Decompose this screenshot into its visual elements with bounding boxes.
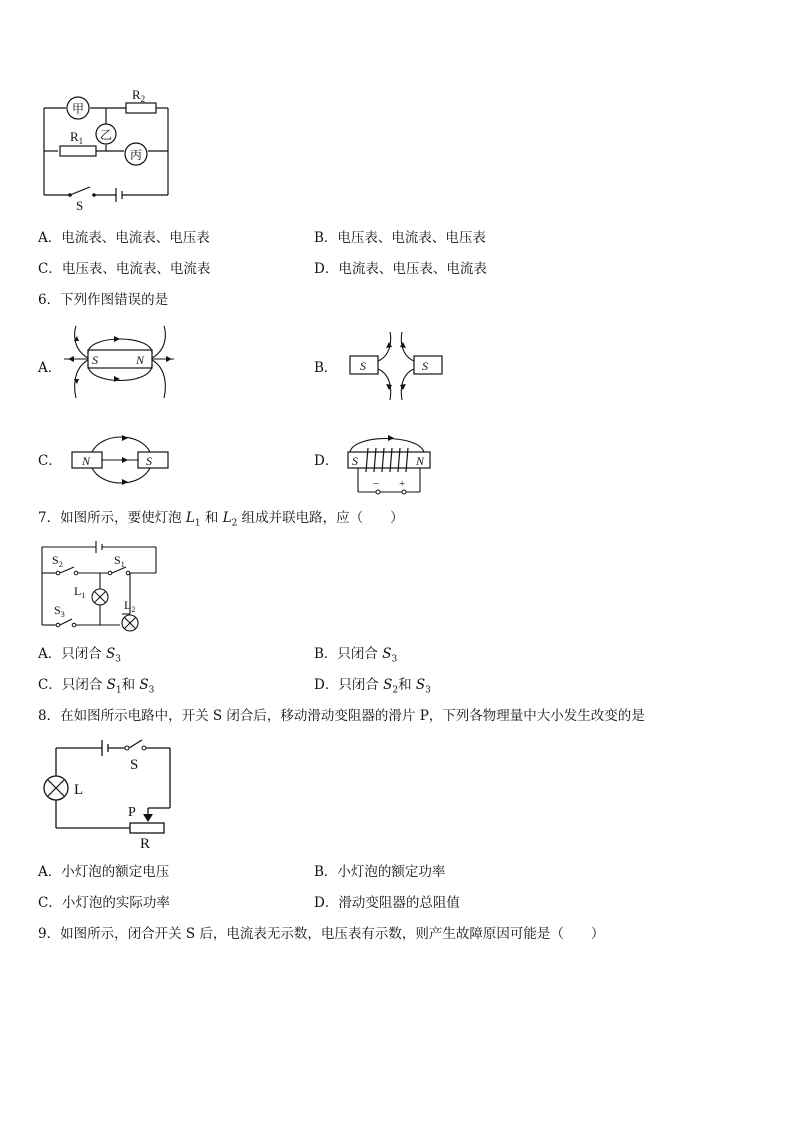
r2-label: $R_2$: [132, 87, 146, 104]
pole-s-right-label: S: [422, 359, 428, 373]
terminal-plus: +: [399, 478, 406, 490]
lamp-label: L: [74, 782, 84, 798]
q6-figure-d-solenoid: [344, 432, 434, 498]
q5-circuit-diagram: [38, 88, 178, 213]
q5-option-c[interactable]: C．电压表、电流表、电流表: [38, 261, 211, 277]
pole-n-label: N: [82, 454, 91, 468]
s2-label: $S_2$: [52, 553, 63, 569]
q7-option-b[interactable]: B．只闭合 $S_3$: [314, 646, 398, 665]
s1-label: $S_1$: [114, 553, 125, 569]
q6-option-a-label[interactable]: A．: [38, 360, 62, 376]
meter-bing-label: 丙: [129, 148, 143, 162]
q8-option-c[interactable]: C．小灯泡的实际功率: [38, 895, 170, 911]
q6-option-b-label[interactable]: B．: [314, 360, 338, 376]
slider-label: P: [128, 805, 136, 820]
q8-stem: 8．在如图所示电路中，开关 S 闭合后，移动滑动变阻器的滑片 P，下列各物理量中大小发生改变的是: [38, 708, 645, 724]
terminal-minus: −: [373, 478, 380, 490]
q8-option-d[interactable]: D．滑动变阻器的总阻值: [314, 895, 460, 911]
q5-option-b[interactable]: B．电压表、电流表、电压表: [314, 230, 486, 246]
pole-s-label: S: [146, 454, 152, 468]
q7-option-a[interactable]: A．只闭合 $S_3$: [38, 646, 122, 665]
s3-label: $S_3$: [54, 603, 65, 619]
q8-option-b[interactable]: B．小灯泡的额定功率: [314, 864, 446, 880]
pole-s-label: S: [352, 454, 358, 468]
pole-s-label: S: [92, 353, 98, 367]
l1-label: $L_1$: [74, 584, 86, 600]
switch-label: S: [76, 198, 84, 213]
q5-option-d[interactable]: D．电流表、电压表、电流表: [314, 261, 487, 277]
q7-option-c[interactable]: C．只闭合 $S_1$和 $S_3$: [38, 677, 155, 696]
q6-figure-b-magnets: [348, 332, 444, 402]
meter-yi-label: 乙: [99, 128, 113, 142]
pole-n-label: N: [416, 454, 425, 468]
q8-circuit-diagram: [38, 736, 178, 852]
q9-stem: 9．如图所示，闭合开关 S 后，电流表无示数，电压表有示数，则产生故障原因可能是（ ）: [38, 926, 605, 942]
q6-option-c-label[interactable]: C．: [38, 453, 62, 469]
q6-option-d-label[interactable]: D．: [314, 453, 339, 469]
q6-figure-a-magnet: [62, 324, 182, 402]
q7-stem: 7．如图所示，要使灯泡 $L_1$ 和 $L_2$ 组成并联电路，应（ ）: [38, 510, 404, 529]
r1-label: $R_1$: [70, 129, 84, 146]
q6-figure-c-magnets: [68, 432, 176, 486]
q7-circuit-diagram: [38, 537, 160, 633]
q7-option-d[interactable]: D．只闭合 $S_2$和 $S_3$: [314, 677, 431, 696]
pole-s-left-label: S: [360, 359, 366, 373]
resistor-label: R: [140, 836, 151, 852]
pole-n-label: N: [136, 353, 145, 367]
l2-label: $L_2$: [124, 598, 136, 614]
q8-option-a[interactable]: A．小灯泡的额定电压: [38, 864, 170, 880]
switch-label: S: [130, 757, 139, 773]
meter-jia-label: 甲: [71, 102, 85, 116]
q6-stem: 6．下列作图错误的是: [38, 292, 169, 308]
q5-option-a[interactable]: A．电流表、电流表、电压表: [38, 230, 210, 246]
